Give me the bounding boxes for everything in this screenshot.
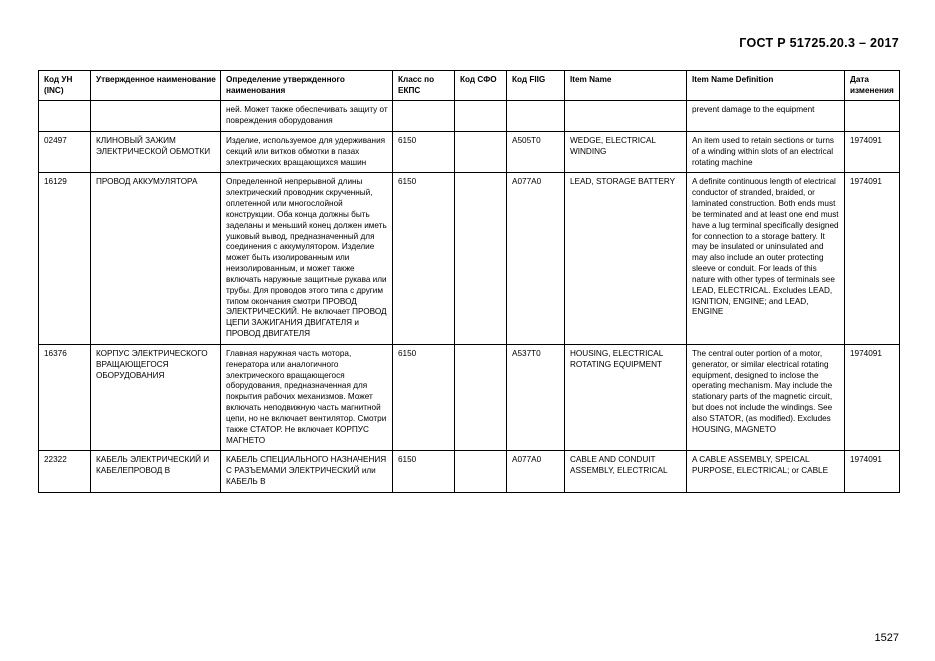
cell-change-date: 1974091 [845,451,900,492]
column-header-item-name-definition: Item Name Definition [687,71,845,101]
cell-item-name: HOUSING, ELECTRICAL ROTATING EQUIPMENT [565,344,687,450]
cell-change-date: 1974091 [845,173,900,344]
cell-definition: ней. Может также обеспечивать защиту от повреждения оборудования [221,101,393,132]
cell-code-inc [39,101,91,132]
table-row [39,173,900,344]
cell-definition: Определенной непрерывной длины электрический проводник скрученный, оплетенной или многослойной конструкции. Оба конца должны быть заделаны и меньший конец должен иметь ушковый вывод, предназначенный для соединения с аккумулятором. Изделие может быть изолированным или неизолированным, и может также включать наружные защитные рукава или трубы. Для проводов этого типа с другим типом окончания смотри ПРОВОД ЭЛЕКТРИЧЕСКИЙ. Не включает ПРОВОД ЦЕПИ ЗАЖИГАНИЯ ДВИГАТЕЛЯ и ПРОВОД ДВИГАТЕЛЯ [221,173,393,344]
table-header-row [39,71,900,101]
cell-fiig-code: A077A0 [507,173,565,344]
table-row [39,101,900,132]
cell-item-name: LEAD, STORAGE BATTERY [565,173,687,344]
cell-definition: КАБЕЛЬ СПЕЦИАЛЬНОГО НАЗНАЧЕНИЯ С РАЗЪЕМАМИ ЭЛЕКТРИЧЕСКИЙ или КАБЕЛЬ В [221,451,393,492]
cell-change-date [845,101,900,132]
cell-code-inc: 22322 [39,451,91,492]
column-header-definition: Определение утвержденного наименования [221,71,393,101]
table-row [39,451,900,492]
cell-item-name-definition: A CABLE ASSEMBLY, SPEICAL PURPOSE, ELECTRICAL; or CABLE [687,451,845,492]
cell-item-name-definition: prevent damage to the equipment [687,101,845,132]
cell-ekps-class: 6150 [393,451,455,492]
cell-ekps-class: 6150 [393,131,455,172]
column-header-approved-name: Утвержденное наименование [91,71,221,101]
cell-approved-name: КОРПУС ЭЛЕКТРИЧЕСКОГО ВРАЩАЮЩЕГОСЯ ОБОРУДОВАНИЯ [91,344,221,450]
cell-fiig-code: A077A0 [507,451,565,492]
cell-approved-name: КАБЕЛЬ ЭЛЕКТРИЧЕСКИЙ И КАБЕЛЕПРОВОД В [91,451,221,492]
cell-sfo-code [455,131,507,172]
cell-ekps-class [393,101,455,132]
cell-item-name: WEDGE, ELECTRICAL WINDING [565,131,687,172]
cell-ekps-class: 6150 [393,173,455,344]
cell-sfo-code [455,451,507,492]
column-header-ekps-class: Класс по ЕКПС [393,71,455,101]
cell-item-name-definition: An item used to retain sections or turns of a winding within slots of an electrical rotating machine [687,131,845,172]
cell-change-date: 1974091 [845,344,900,450]
cell-item-name-definition: A definite continuous length of electrical conductor of stranded, braided, or laminated construction. Both ends must be terminated and at least one end must have a lug terminal specifically designed for connection to a storage battery. It may be insulated or uninsulated and may also include an outer protecting sleeve or conduit. For leads of this nature with other types of terminals see LEAD, ELECTRICAL. Excludes LEAD, IGNITION, ENGINE; and LEAD, ENGINE [687,173,845,344]
cell-fiig-code: A505T0 [507,131,565,172]
table-row [39,131,900,172]
table-row [39,344,900,450]
catalog-table [38,70,900,493]
cell-code-inc: 02497 [39,131,91,172]
cell-item-name: CABLE AND CONDUIT ASSEMBLY, ELECTRICAL [565,451,687,492]
cell-definition: Главная наружная часть мотора, генератора или аналогичного электрического вращающегося оборудования, предназначенная для покрытия рабочих механизмов. Может включать неподвижную часть магнитной цепи, но не включает вентилятор. Смотри также СТАТОР. Не включает КОРПУС МАГНЕТО [221,344,393,450]
cell-ekps-class: 6150 [393,344,455,450]
cell-sfo-code [455,344,507,450]
cell-code-inc: 16129 [39,173,91,344]
column-header-fiig-code: Код FIIG [507,71,565,101]
column-header-sfo-code: Код СФО [455,71,507,101]
cell-item-name-definition: The central outer portion of a motor, generator, or similar electrical rotating equipment, designed to inclose the operating mechanism. May include the stationary parts of the magnetic circuit, but does not include the windings. See also STATOR, (as modified). Excludes HOUSING, MAGNETO [687,344,845,450]
document-standard-header: ГОСТ Р 51725.20.3 – 2017 [739,36,899,50]
column-header-change-date: Дата изменения [845,71,900,101]
page-number: 1527 [874,632,899,644]
cell-fiig-code: A537T0 [507,344,565,450]
cell-fiig-code [507,101,565,132]
column-header-code-inc: Код УН (INC) [39,71,91,101]
cell-change-date: 1974091 [845,131,900,172]
cell-code-inc: 16376 [39,344,91,450]
cell-sfo-code [455,173,507,344]
cell-definition: Изделие, используемое для удерживания секций или витков обмотки в пазах электрических вращающихся машин [221,131,393,172]
cell-approved-name: КЛИНОВЫЙ ЗАЖИМ ЭЛЕКТРИЧЕСКОЙ ОБМОТКИ [91,131,221,172]
cell-item-name [565,101,687,132]
cell-approved-name: ПРОВОД АККУМУЛЯТОРА [91,173,221,344]
column-header-item-name: Item Name [565,71,687,101]
catalog-table-container [38,70,899,493]
cell-approved-name [91,101,221,132]
cell-sfo-code [455,101,507,132]
